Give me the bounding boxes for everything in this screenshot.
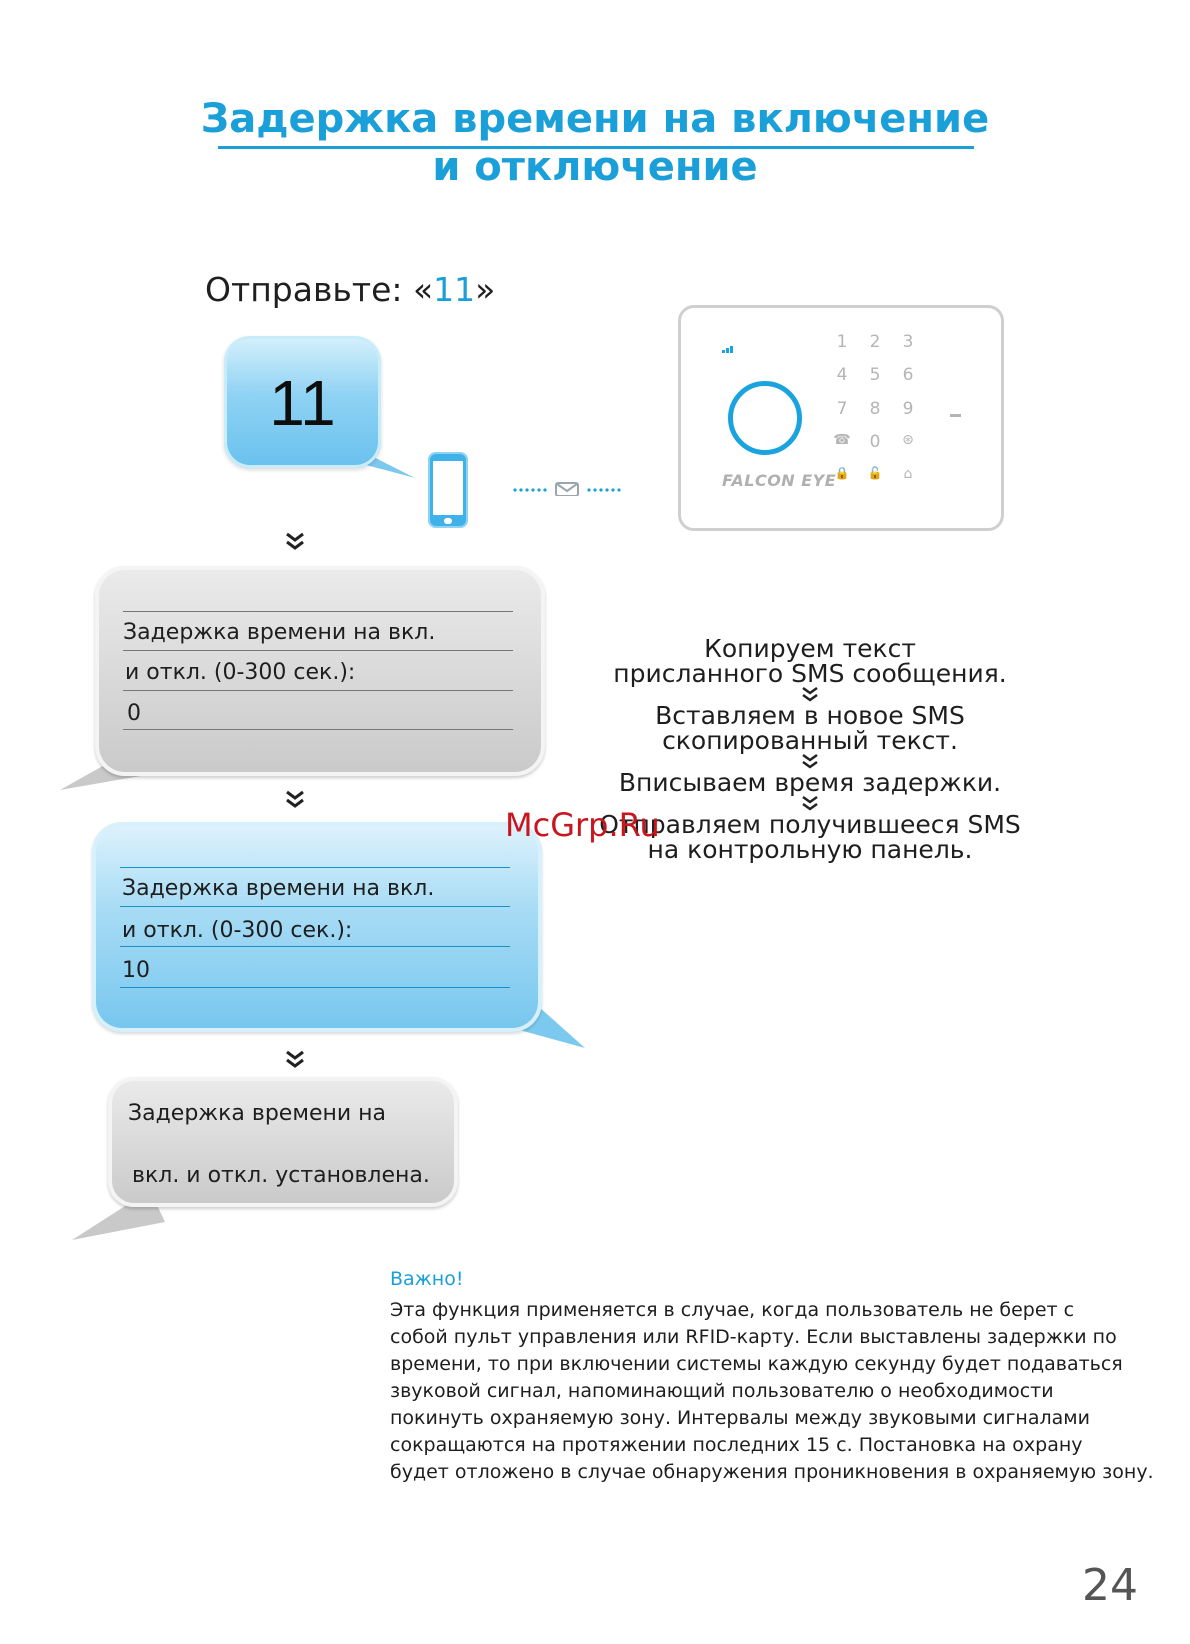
- note-line: звуковой сигнал, напоминающий пользователю о необходимости: [390, 1380, 1054, 1402]
- unlock-key-icon: 🔓: [867, 466, 883, 480]
- reply-line-1: Задержка времени на вкл.: [123, 620, 436, 645]
- step-text: на контрольную панель.: [647, 835, 973, 864]
- page-title-line-2: и отключение: [432, 144, 758, 190]
- reply-value: 0: [127, 701, 141, 726]
- page-title-line-1: Задержка времени на включение: [200, 96, 990, 142]
- keypad-key: 2: [869, 332, 881, 352]
- bubble-rule: [120, 867, 510, 868]
- sms-bubble-send-text: 11: [269, 367, 336, 439]
- step-text: Вставляем в новое SMS: [655, 701, 965, 730]
- panel-dash-indicator: [950, 414, 961, 417]
- send-suffix: »: [475, 270, 496, 309]
- sms-transfer-icon: [512, 482, 622, 496]
- edited-value: 10: [122, 958, 150, 983]
- note-line: собой пульт управления или RFID-карту. Если выставлены задержки по: [390, 1326, 1117, 1348]
- phone-key-icon: ☎: [833, 432, 851, 448]
- confirm-line-2: вкл. и откл. установлена.: [132, 1163, 430, 1188]
- step-text: Вписываем время задержки.: [618, 768, 1002, 797]
- chevron-down-icon: [283, 532, 307, 550]
- bubble-rule: [120, 906, 510, 907]
- brand-logo: FALCON EYE: [722, 471, 837, 490]
- sms-bubble-reply: [95, 566, 545, 776]
- step-text: Копируем текст: [704, 634, 916, 663]
- keypad-key: 9: [902, 399, 914, 419]
- confirm-line-1: Задержка времени на: [128, 1101, 387, 1126]
- send-prefix: Отправьте: «: [205, 270, 434, 309]
- panel-ring-indicator: [728, 381, 802, 455]
- note-title: Важно!: [390, 1268, 464, 1290]
- sms-bubble-confirm: [108, 1077, 458, 1207]
- step-text: Отправляем получившееся SMS: [599, 810, 1021, 839]
- home-key-icon: ⌂: [903, 466, 913, 482]
- bubble-rule: [123, 611, 513, 612]
- sms-bubble-send: [224, 336, 381, 468]
- keypad-key: 7: [836, 399, 848, 419]
- chevron-down-icon: [283, 790, 307, 808]
- sms-bubble-edited: [92, 822, 542, 1032]
- bubble-rule: [123, 650, 513, 651]
- step-text: скопированный текст.: [662, 726, 958, 755]
- smartphone-screen: [433, 461, 463, 515]
- keypad-key: 4: [836, 365, 848, 385]
- keypad-key: 1: [836, 332, 848, 352]
- edited-line-2: и откл. (0-300 сек.):: [122, 918, 353, 943]
- smartphone-home-button: [444, 518, 452, 524]
- note-line: времени, то при включении системы каждую секунду будет подаваться: [390, 1353, 1123, 1375]
- keypad-key: 5: [869, 365, 881, 385]
- bubble-rule: [120, 946, 510, 947]
- smartphone-icon: [428, 452, 468, 528]
- keypad-key: 8: [869, 399, 881, 419]
- watermark: McGrp.Ru: [505, 806, 660, 844]
- signal-icon: [722, 343, 736, 353]
- sos-key-icon: ⊛: [902, 432, 914, 448]
- bubble-rule: [123, 729, 513, 730]
- bubble-rule: [120, 987, 510, 988]
- keypad-key: 0: [869, 432, 881, 452]
- bubble-rule: [123, 690, 513, 691]
- page-number: 24: [1082, 1560, 1138, 1611]
- send-code: 11: [433, 270, 476, 309]
- note-line: будет отложено в случае обнаружения проникновения в охраняемую зону.: [390, 1461, 1154, 1483]
- keypad-key: 3: [902, 332, 914, 352]
- keypad-key: 6: [902, 365, 914, 385]
- chevron-down-icon: [283, 1050, 307, 1068]
- note-body: [390, 1297, 1180, 1486]
- note-line: покинуть охраняемую зону. Интервалы между звуковыми сигналами: [390, 1407, 1090, 1429]
- lock-key-icon: 🔒: [834, 466, 850, 480]
- edited-line-1: Задержка времени на вкл.: [122, 876, 435, 901]
- step-text: присланного SMS сообщения.: [613, 659, 1007, 688]
- note-line: сокращаются на протяжении последних 15 с. Постановка на охрану: [390, 1434, 1083, 1456]
- reply-line-2: и откл. (0-300 сек.):: [125, 660, 356, 685]
- note-line: Эта функция применяется в случае, когда пользователь не берет с: [390, 1299, 1075, 1321]
